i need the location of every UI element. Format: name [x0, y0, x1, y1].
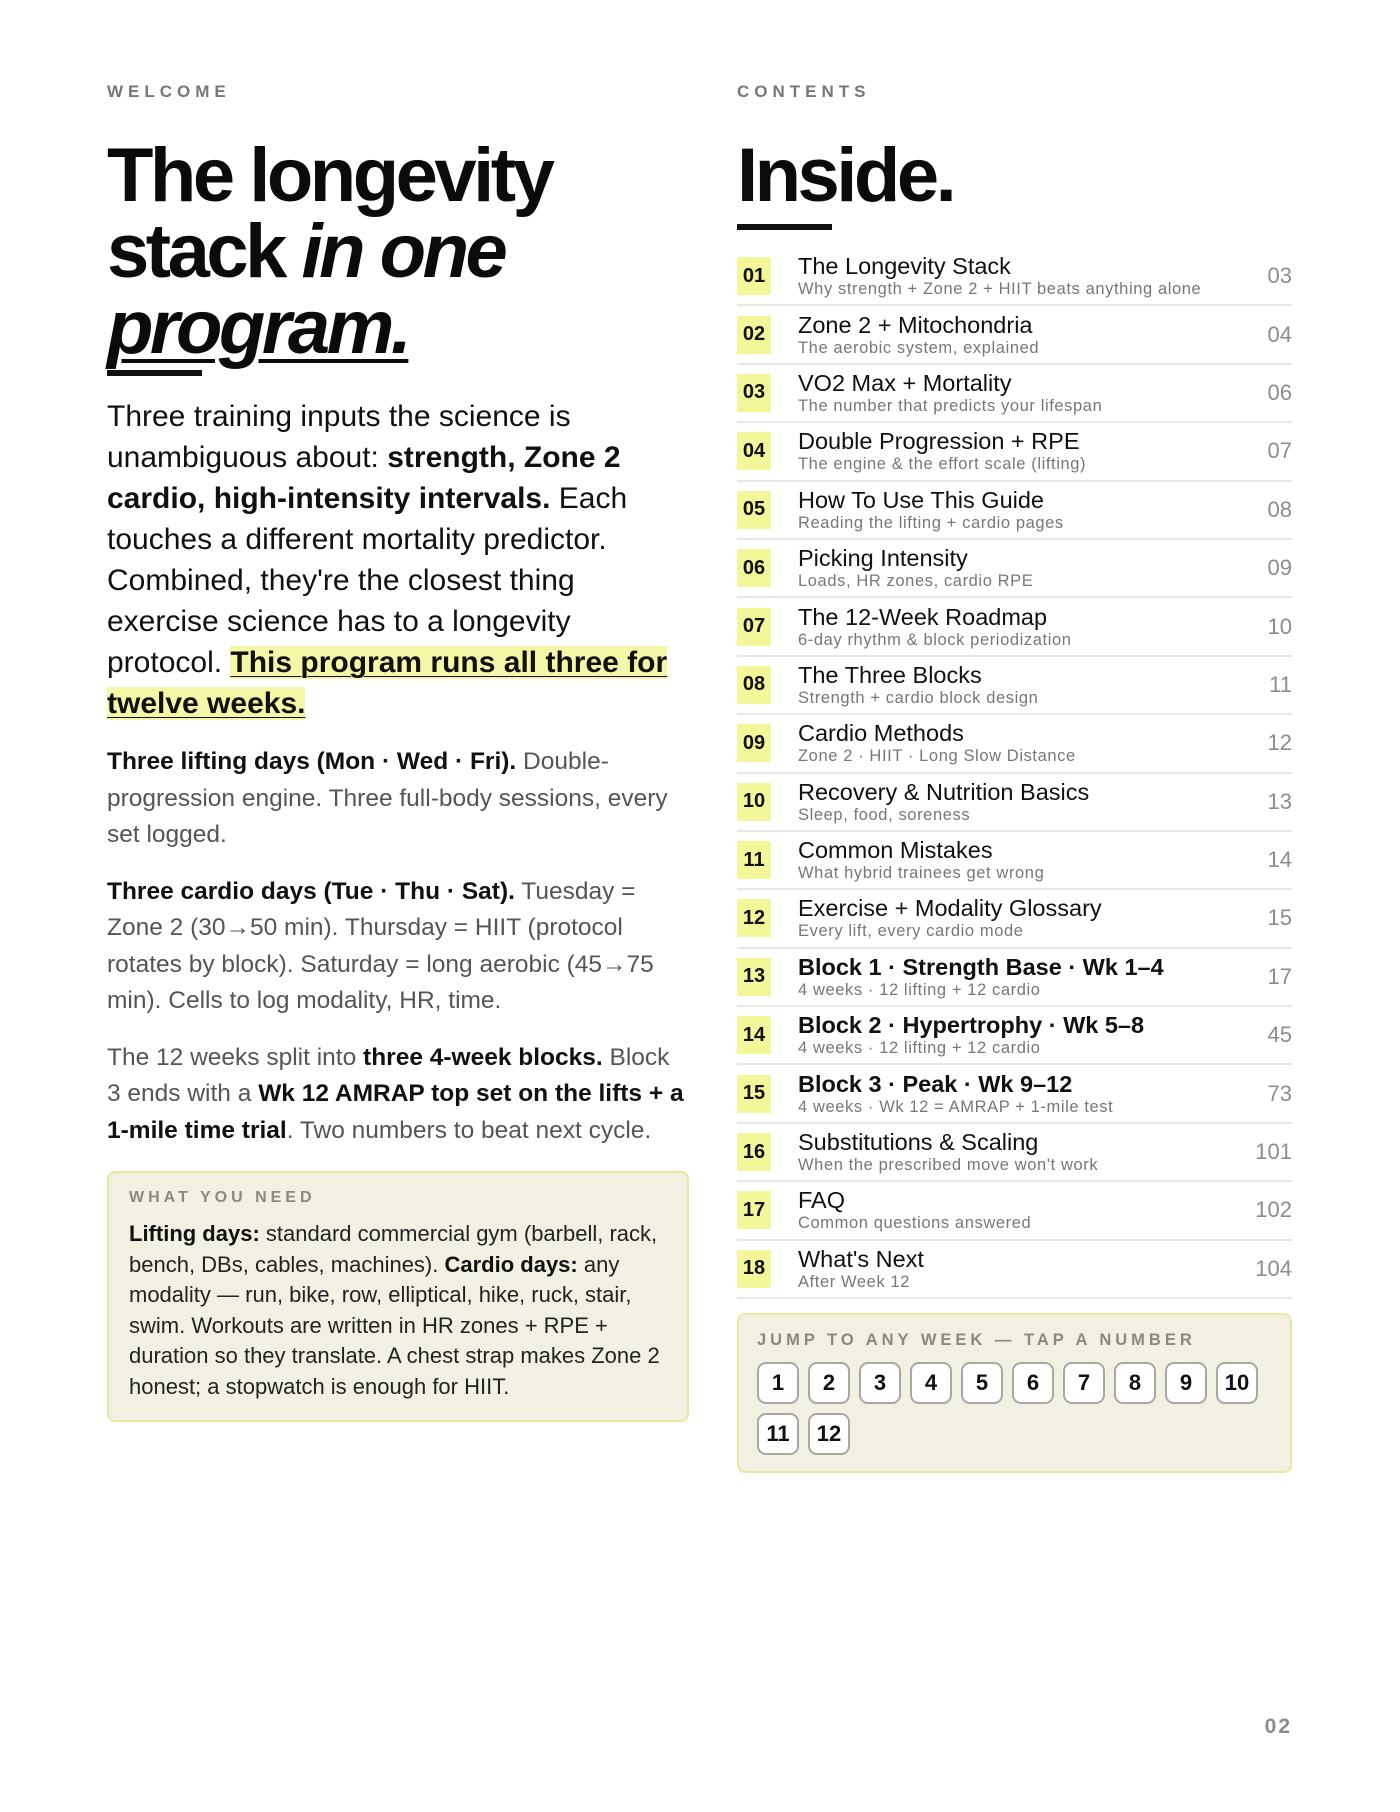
- toc-title: The Three Blocks: [798, 661, 982, 688]
- table-of-contents: [737, 248, 1292, 1299]
- page-title: [107, 133, 689, 370]
- toc-subtitle: 4 weeks · Wk 12 = AMRAP + 1-mile test: [798, 1097, 1114, 1116]
- jump-eyebrow: JUMP TO ANY WEEK — TAP A NUMBER: [757, 1331, 1196, 1350]
- title-line-2b: in one: [301, 209, 505, 294]
- toc-title: What's Next: [798, 1245, 924, 1272]
- toc-page: 15: [1267, 905, 1292, 931]
- toc-item[interactable]: [737, 598, 1292, 656]
- lifting-text: Double-progression engine. Three full-body sessions, every set logged.: [107, 748, 668, 848]
- toc-number: 14: [737, 1016, 771, 1054]
- toc-number: 17: [737, 1191, 771, 1229]
- page-number: 02: [1264, 1715, 1292, 1738]
- need-eyebrow: WHAT YOU NEED: [129, 1189, 316, 1206]
- toc-text: [798, 604, 1242, 650]
- week-button-6[interactable]: 6: [1012, 1362, 1054, 1404]
- toc-page: 09: [1267, 555, 1292, 581]
- toc-text: [798, 720, 1242, 766]
- need-lift-bold: Lifting days:: [129, 1221, 260, 1246]
- toc-subtitle: What hybrid trainees get wrong: [798, 864, 1045, 883]
- toc-title: Cardio Methods: [798, 720, 964, 747]
- toc-subtitle: 6-day rhythm & block periodization: [798, 630, 1072, 649]
- toc-number: 18: [737, 1250, 771, 1288]
- need-text: [129, 1219, 667, 1402]
- toc-page: 14: [1267, 847, 1292, 873]
- toc-page: 13: [1267, 788, 1292, 814]
- lede-a: Three training inputs the science is unambiguous about:: [107, 400, 571, 474]
- toc-subtitle: Common questions answered: [798, 1214, 1032, 1233]
- toc-item[interactable]: [737, 423, 1292, 481]
- blocks-b: three 4-week blocks.: [363, 1043, 603, 1071]
- toc-text: [798, 312, 1242, 358]
- week-button-9[interactable]: 9: [1165, 1362, 1207, 1404]
- toc-subtitle: Every lift, every cardio mode: [798, 922, 1024, 941]
- toc-item[interactable]: [737, 1182, 1292, 1240]
- toc-title: Exercise + Modality Glossary: [798, 895, 1102, 922]
- need-cardio-text: any modality — run, bike, row, elliptical, hike, ruck, stair, swim. Workouts are written in HR zones + RPE + duration so they translate. A chest strap makes Zone 2 honest; a stopwatch is enough for HIIT.: [129, 1251, 660, 1399]
- toc-item[interactable]: [737, 774, 1292, 832]
- week-button-7[interactable]: 7: [1063, 1362, 1105, 1404]
- toc-subtitle: Reading the lifting + cardio pages: [798, 513, 1064, 532]
- toc-title: Double Progression + RPE: [798, 428, 1080, 455]
- welcome-eyebrow: WELCOME: [107, 82, 231, 101]
- toc-title: FAQ: [798, 1187, 846, 1214]
- toc-text: [798, 779, 1242, 825]
- week-button-3[interactable]: 3: [859, 1362, 901, 1404]
- toc-number: 13: [737, 958, 771, 996]
- toc-number: 05: [737, 491, 771, 529]
- cardio-paragraph: [107, 874, 689, 1020]
- toc-page: 04: [1267, 321, 1292, 347]
- toc-number: 16: [737, 1133, 771, 1171]
- toc-item[interactable]: [737, 657, 1292, 715]
- toc-title: Block 3 · Peak · Wk 9–12: [798, 1070, 1073, 1097]
- title-line-3: program.: [107, 285, 409, 370]
- lede-c: Each touches a different mortality predictor. Combined, they're the closest thing exercise science has to a longevity protocol.: [107, 482, 628, 679]
- title-rule: [107, 370, 202, 376]
- toc-text: [798, 487, 1242, 533]
- toc-subtitle: The number that predicts your lifespan: [798, 396, 1103, 415]
- toc-page: 08: [1267, 496, 1292, 522]
- toc-item[interactable]: [737, 248, 1292, 306]
- week-button-2[interactable]: 2: [808, 1362, 850, 1404]
- toc-title: Zone 2 + Mitochondria: [798, 311, 1033, 338]
- contents-title: Inside.: [737, 133, 954, 218]
- toc-number: 04: [737, 432, 771, 470]
- week-button-8[interactable]: 8: [1114, 1362, 1156, 1404]
- toc-number: 11: [737, 841, 771, 879]
- toc-text: [798, 545, 1242, 591]
- toc-title: The 12-Week Roadmap: [798, 603, 1048, 630]
- toc-number: 01: [737, 257, 771, 295]
- toc-item[interactable]: [737, 306, 1292, 364]
- toc-page: 73: [1267, 1080, 1292, 1106]
- jump-to-week-box: [737, 1313, 1292, 1473]
- toc-number: 10: [737, 783, 771, 821]
- week-button-5[interactable]: 5: [961, 1362, 1003, 1404]
- toc-number: 07: [737, 608, 771, 646]
- week-button-10[interactable]: 10: [1216, 1362, 1258, 1404]
- toc-item[interactable]: [737, 1241, 1292, 1299]
- toc-text: [798, 662, 1242, 708]
- toc-title: VO2 Max + Mortality: [798, 369, 1012, 396]
- toc-number: 06: [737, 549, 771, 587]
- toc-item[interactable]: [737, 715, 1292, 773]
- what-you-need-box: [107, 1171, 689, 1422]
- lifting-bold: Three lifting days (Mon · Wed · Fri).: [107, 748, 517, 775]
- toc-page: 12: [1267, 730, 1292, 756]
- blocks-paragraph: [107, 1040, 689, 1150]
- title-line-1: The longevity: [107, 133, 552, 218]
- lede-highlight: This program runs all three for twelve weeks.: [107, 646, 668, 720]
- toc-page: 104: [1255, 1255, 1292, 1281]
- intro-paragraph: [107, 396, 689, 724]
- toc-number: 08: [737, 666, 771, 704]
- toc-subtitle: Why strength + Zone 2 + HIIT beats anything alone: [798, 280, 1202, 299]
- blocks-d: Wk 12 AMRAP top set on the lifts + a 1-mile time trial: [107, 1080, 684, 1144]
- toc-item[interactable]: [737, 482, 1292, 540]
- toc-text: [798, 1071, 1242, 1117]
- lede-b: strength, Zone 2 cardio, high-intensity intervals.: [107, 441, 621, 515]
- toc-subtitle: 4 weeks · 12 lifting + 12 cardio: [798, 1039, 1041, 1058]
- toc-subtitle: The engine & the effort scale (lifting): [798, 455, 1087, 474]
- toc-title: Substitutions & Scaling: [798, 1129, 1039, 1156]
- week-button-12[interactable]: 12: [808, 1413, 850, 1455]
- toc-page: 45: [1267, 1022, 1292, 1048]
- toc-number: 12: [737, 899, 771, 937]
- title-line-2a: stack: [107, 209, 302, 294]
- toc-text: [798, 253, 1242, 299]
- toc-item[interactable]: [737, 1065, 1292, 1123]
- toc-item[interactable]: [737, 890, 1292, 948]
- toc-page: 10: [1267, 613, 1292, 639]
- need-cardio-bold: Cardio days:: [444, 1251, 578, 1277]
- toc-text: [798, 895, 1242, 941]
- toc-number: 09: [737, 724, 771, 762]
- toc-subtitle: 4 weeks · 12 lifting + 12 cardio: [798, 980, 1041, 999]
- toc-page: 11: [1269, 671, 1292, 697]
- toc-title: Common Mistakes: [798, 837, 993, 864]
- toc-text: [798, 837, 1242, 883]
- toc-subtitle: Loads, HR zones, cardio RPE: [798, 572, 1034, 591]
- week-buttons: [757, 1362, 1277, 1455]
- toc-title: How To Use This Guide: [798, 486, 1044, 513]
- week-button-11[interactable]: 11: [757, 1413, 799, 1455]
- toc-page: 102: [1255, 1197, 1292, 1223]
- toc-item[interactable]: [737, 1124, 1292, 1182]
- toc-number: 15: [737, 1075, 771, 1113]
- toc-title: Picking Intensity: [798, 545, 968, 572]
- toc-text: [798, 954, 1242, 1000]
- toc-number: 02: [737, 316, 771, 354]
- toc-page: 07: [1267, 438, 1292, 464]
- toc-subtitle: After Week 12: [798, 1272, 911, 1291]
- blocks-a: The 12 weeks split into: [107, 1043, 364, 1071]
- toc-page: 03: [1267, 263, 1292, 289]
- welcome-column: [107, 82, 689, 1422]
- toc-title: Block 2 · Hypertrophy · Wk 5–8: [798, 1012, 1145, 1039]
- cardio-text: Tuesday = Zone 2 (30→50 min). Thursday = HIIT (protocol rotates by block). Saturday = long aerobic (45→75 min). Cells to log modality, HR, time.: [107, 877, 654, 1014]
- blocks-c: Block 3 ends with a: [107, 1043, 670, 1107]
- toc-subtitle: Zone 2 · HIIT · Long Slow Distance: [798, 747, 1076, 766]
- toc-page: 101: [1255, 1139, 1292, 1165]
- toc-item[interactable]: [737, 540, 1292, 598]
- toc-text: [798, 1187, 1242, 1233]
- toc-title: The Longevity Stack: [798, 253, 1011, 280]
- cardio-bold: Three cardio days (Tue · Thu · Sat).: [107, 877, 515, 905]
- toc-title: Recovery & Nutrition Basics: [798, 778, 1090, 805]
- week-button-1[interactable]: 1: [757, 1362, 799, 1404]
- blocks-e: . Two numbers to beat next cycle.: [286, 1116, 652, 1144]
- toc-page: 17: [1267, 963, 1292, 989]
- week-button-4[interactable]: 4: [910, 1362, 952, 1404]
- contents-eyebrow: CONTENTS: [737, 82, 871, 101]
- toc-subtitle: Strength + cardio block design: [798, 688, 1039, 707]
- toc-item[interactable]: [737, 365, 1292, 423]
- lifting-paragraph: [107, 744, 689, 854]
- toc-subtitle: The aerobic system, explained: [798, 338, 1040, 357]
- toc-text: [798, 370, 1242, 416]
- toc-item[interactable]: [737, 1007, 1292, 1065]
- toc-text: [798, 1012, 1242, 1058]
- toc-number: 03: [737, 374, 771, 412]
- contents-column: [737, 82, 1292, 1473]
- toc-item[interactable]: [737, 949, 1292, 1007]
- toc-text: [798, 1246, 1242, 1292]
- toc-subtitle: When the prescribed move won't work: [798, 1156, 1099, 1175]
- toc-item[interactable]: [737, 832, 1292, 890]
- need-lift-text: standard commercial gym (barbell, rack, bench, DBs, cables, machines).: [129, 1221, 658, 1277]
- toc-subtitle: Sleep, food, soreness: [798, 805, 971, 824]
- toc-text: [798, 428, 1242, 474]
- toc-title: Block 1 · Strength Base · Wk 1–4: [798, 953, 1164, 980]
- toc-page: 06: [1267, 379, 1292, 405]
- contents-rule: [737, 224, 832, 230]
- toc-text: [798, 1129, 1242, 1175]
